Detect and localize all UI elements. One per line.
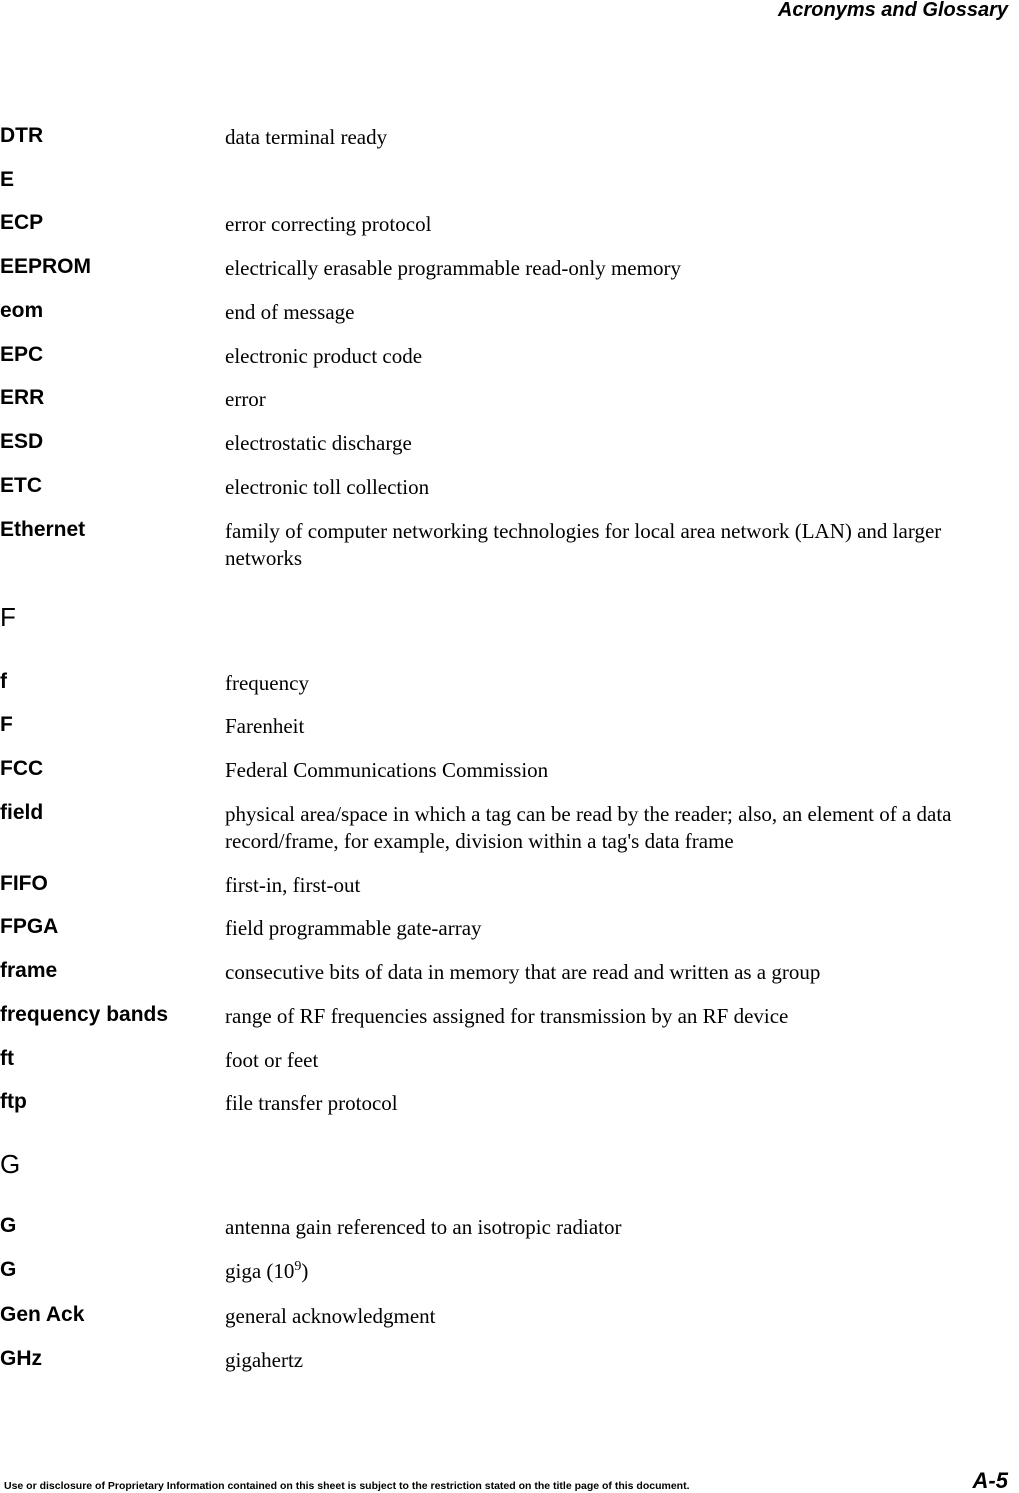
glossary-term: ESD [0,430,44,453]
glossary-definition: Farenheit [225,714,305,738]
definition-exponent: 9 [294,1259,302,1274]
glossary-term: ERR [0,386,45,409]
glossary-definition: family of computer networking technologies for local area network (LAN) and larger networks [225,519,942,570]
glossary-term: F [0,713,13,736]
glossary-definition: consecutive bits of data in memory that are read and written as a group [225,960,821,984]
glossary-term: frequency bands [0,1003,169,1026]
glossary-definition: error correcting protocol [225,212,432,236]
glossary-term: GHz [0,1347,42,1370]
page-number: A-5 [972,1468,1008,1493]
glossary-definition: end of message [225,300,355,324]
definition-text: giga (10 [225,1259,295,1283]
glossary-term: ftp [0,1090,27,1113]
glossary-term: ECP [0,211,44,234]
glossary-term: frame [0,959,58,982]
glossary-definition [225,1258,1015,1285]
glossary-term: field [0,801,44,824]
glossary-definition: field programmable gate-array [225,916,482,940]
glossary-term: G [0,1258,17,1281]
glossary-term: DTR [0,124,44,147]
glossary-definition: electrically erasable programmable read-only memory [225,256,681,280]
glossary-definition: foot or feet [225,1048,319,1072]
glossary-term: G [0,1214,17,1237]
glossary-definition: range of RF frequencies assigned for transmission by an RF device [225,1004,789,1028]
glossary-definition: Federal Communications Commission [225,758,549,782]
glossary-definition: electrostatic discharge [225,431,412,455]
section-letter-f: F [0,602,16,632]
glossary-definition: frequency [225,671,309,695]
definition-text: ) [301,1259,309,1283]
glossary-term: Ethernet [0,518,86,541]
section-letter-g: G [0,1149,21,1179]
glossary-term: FCC [0,757,44,780]
glossary-term: EPC [0,343,44,366]
glossary-term: f [0,670,7,693]
glossary-definition: data terminal ready [225,125,388,149]
glossary-definition: error [225,387,266,411]
glossary-term: EEPROM [0,255,92,278]
glossary-term: ETC [0,474,42,497]
proprietary-notice: Use or disclosure of Proprietary Information contained on this sheet is subject to the restriction stated on the title page of this document. [4,1480,690,1492]
glossary-definition: electronic product code [225,344,423,368]
glossary-term: FPGA [0,915,59,938]
glossary-definition: general acknowledgment [225,1304,436,1328]
page-header-title: Acronyms and Glossary [777,0,1008,21]
glossary-term: eom [0,299,44,322]
glossary-definition: electronic toll collection [225,475,430,499]
glossary-term: E [0,168,15,191]
glossary-term: Gen Ack [0,1303,85,1326]
glossary-term: ft [0,1047,14,1070]
glossary-definition: gigahertz [225,1348,304,1372]
glossary-definition: first-in, first-out [225,873,361,897]
glossary-definition: physical area/space in which a tag can be read by the reader; also, an element of a data record/frame, for example, division within a tag's data frame [225,802,952,853]
glossary-term: FIFO [0,872,48,895]
glossary-definition: antenna gain referenced to an isotropic radiator [225,1215,622,1239]
glossary-definition: file transfer protocol [225,1091,398,1115]
